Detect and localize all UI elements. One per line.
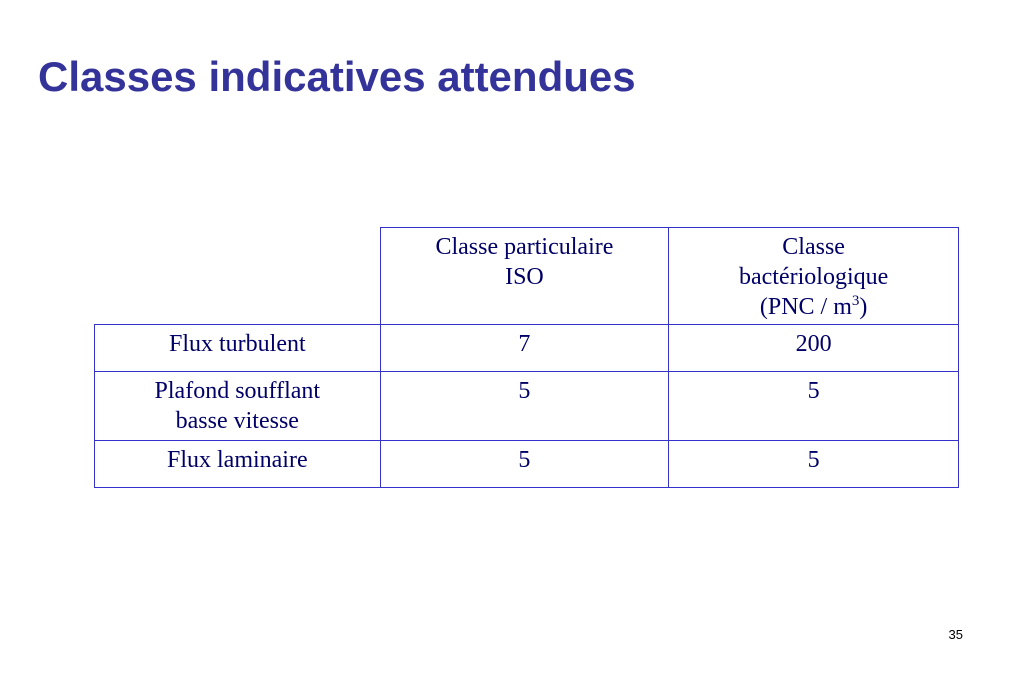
- header-bact-class: [669, 228, 959, 325]
- row-label-line1: Plafond soufflant: [154, 378, 321, 404]
- row-bact-value: 5: [669, 372, 959, 441]
- row-bact-value: 200: [669, 325, 959, 372]
- row-bact-value: 5: [669, 441, 959, 488]
- header-bact-exponent: 3: [851, 293, 860, 309]
- table-header-row: [95, 228, 959, 325]
- table-row: [95, 441, 959, 488]
- header-bact-line3-prefix: (PNC / m: [759, 294, 852, 320]
- row-label-line2: basse vitesse: [175, 408, 299, 434]
- header-bact-line2: bactériologique: [738, 264, 889, 290]
- page-number: 35: [948, 627, 963, 642]
- table-row: [95, 372, 959, 441]
- row-label: [95, 325, 381, 372]
- table-row: [95, 325, 959, 372]
- row-iso-value: 5: [380, 441, 669, 488]
- row-label-line1: Flux turbulent: [168, 331, 306, 357]
- header-empty-cell: [95, 228, 381, 325]
- row-label: [95, 441, 381, 488]
- header-iso-class: [380, 228, 669, 325]
- row-iso-value: 7: [380, 325, 669, 372]
- row-label-line1: Flux laminaire: [166, 447, 308, 473]
- page-title: Classes indicatives attendues: [38, 53, 636, 100]
- header-bact-line1: Classe: [782, 234, 845, 260]
- header-iso-line1: Classe particulaire: [435, 234, 614, 260]
- header-iso-line2: ISO: [505, 264, 544, 290]
- row-iso-value: 5: [380, 372, 669, 441]
- classes-table: [94, 227, 959, 488]
- row-label: [95, 372, 381, 441]
- header-bact-line3-suffix: ): [859, 294, 868, 320]
